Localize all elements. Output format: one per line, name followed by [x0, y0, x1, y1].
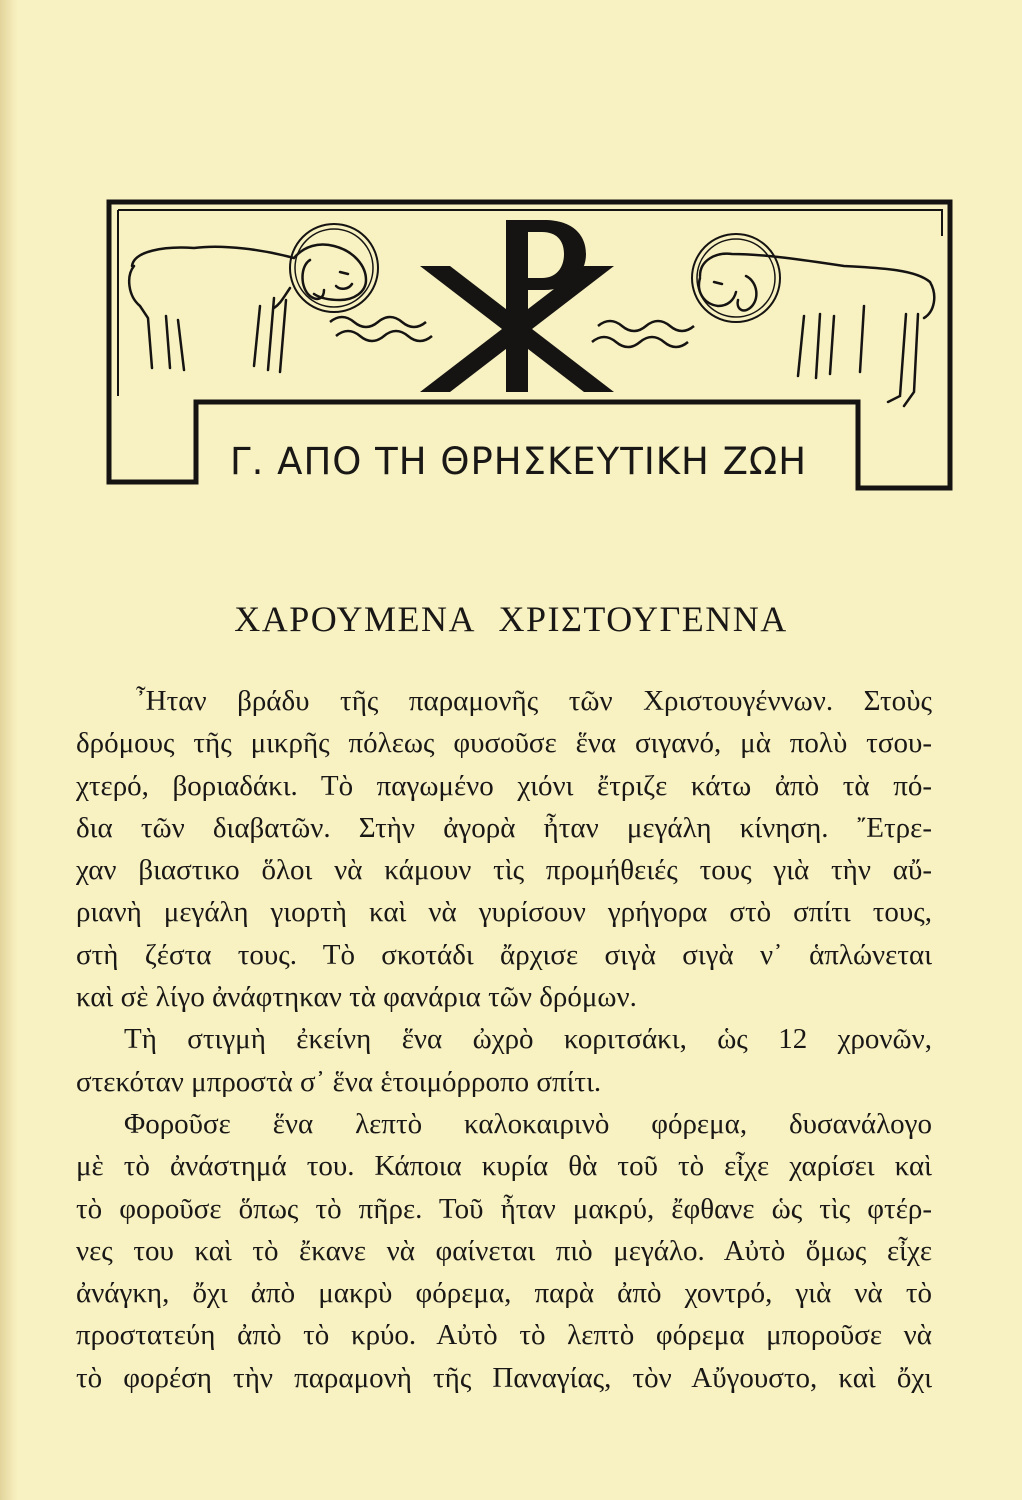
wave-right-icon — [592, 321, 694, 347]
text-line: τὸ φορέση τὴν παραμονὴ τῆς Παναγίας, τὸν Αὔγουστο, καὶ ὄχι — [76, 1361, 932, 1394]
paragraph — [76, 1018, 932, 1103]
text-line: ἀνάγκη, ὄχι ἀπὸ μακρὺ φόρεμα, παρὰ ἀπὸ χοντρό, γιὰ νὰ τὸ — [76, 1277, 932, 1310]
story-title: ΧΑΡΟΥΜΕΝΑ ΧΡΙΣΤΟΥΓΕΝΝΑ — [234, 599, 788, 639]
paragraph — [76, 1103, 932, 1399]
text-line: χτερό, βοριαδάκι. Τὸ παγωμένο χιόνι ἔτριζε κάτω ἀπὸ τὰ πό- — [76, 769, 932, 802]
text-line: ριανὴ μεγάλη γιορτὴ καὶ νὰ γυρίσουν γρήγορα στὸ σπίτι τους, — [76, 896, 932, 929]
text-line: στεκόταν μπροστὰ σ᾽ ἕνα ἑτοιμόρροπο σπίτι. — [76, 1065, 602, 1098]
text-line: καὶ σὲ λίγο ἀνάφτηκαν τὰ φανάρια τῶν δρόμων. — [76, 981, 637, 1014]
text-line: στὴ ζέστα τους. Τὸ σκοτάδι ἄρχισε σιγὰ σιγὰ ν᾽ ἁπλώνεται — [76, 938, 932, 971]
paragraph — [76, 680, 932, 1018]
text-line: ῏Ηταν βράδυ τῆς παραμονῆς τῶν Χριστουγέννων. Στοὺς — [136, 685, 932, 717]
chi-rho-symbol — [420, 220, 614, 392]
story-body — [76, 680, 932, 1399]
text-line: νες του καὶ τὸ ἔκανε νὰ φαίνεται πιὸ μεγάλο. Αὐτὸ ὅμως εἶχε — [76, 1234, 932, 1267]
text-line: μὲ τὸ ἀνάστημά του. Κάποια κυρία θὰ τοῦ τὸ εἶχε χαρίσει καὶ — [76, 1150, 932, 1183]
text-line: δια τῶν διαβατῶν. Στὴν ἀγορὰ ἦταν μεγάλη κίνηση. ῎Ετρε- — [76, 811, 932, 844]
text-line: δρόμους τῆς μικρῆς πόλεως φυσοῦσε ἕνα σιγανό, μὰ πολὺ τσου- — [76, 727, 932, 760]
text-line: χαν βιαστικο ὅλοι νὰ κάμουν τὶς προμήθειές τους γιὰ τὴν αὔ- — [76, 854, 932, 887]
text-line: Τὴ στιγμὴ ἐκείνη ἕνα ὠχρὸ κοριτσάκι, ὡς 12 χρονῶν, — [124, 1023, 932, 1056]
section-heading: Γ. ΑΠΟ ΤΗ ΘΡΗΣΚΕΥΤΙΚΗ ΖΩΗ — [230, 440, 808, 483]
text-line: προστατεύη ἀπὸ τὸ κρύο. Αὐτὸ τὸ λεπτὸ φόρεμα μποροῦσε νὰ — [76, 1319, 932, 1352]
text-line: Φοροῦσε ἕνα λεπτὸ καλοκαιρινὸ φόρεμα, δυσανάλογο — [124, 1107, 932, 1140]
text-line: τὸ φοροῦσε ὅπως τὸ πῆρε. Τοῦ ἦταν μακρύ, ἔφθανε ὡς τὶς φτέρ- — [76, 1192, 932, 1225]
page-edge — [0, 0, 18, 1500]
lamb-right-icon — [692, 234, 934, 406]
lamb-left-icon — [129, 224, 378, 372]
wave-left-icon — [330, 317, 432, 341]
